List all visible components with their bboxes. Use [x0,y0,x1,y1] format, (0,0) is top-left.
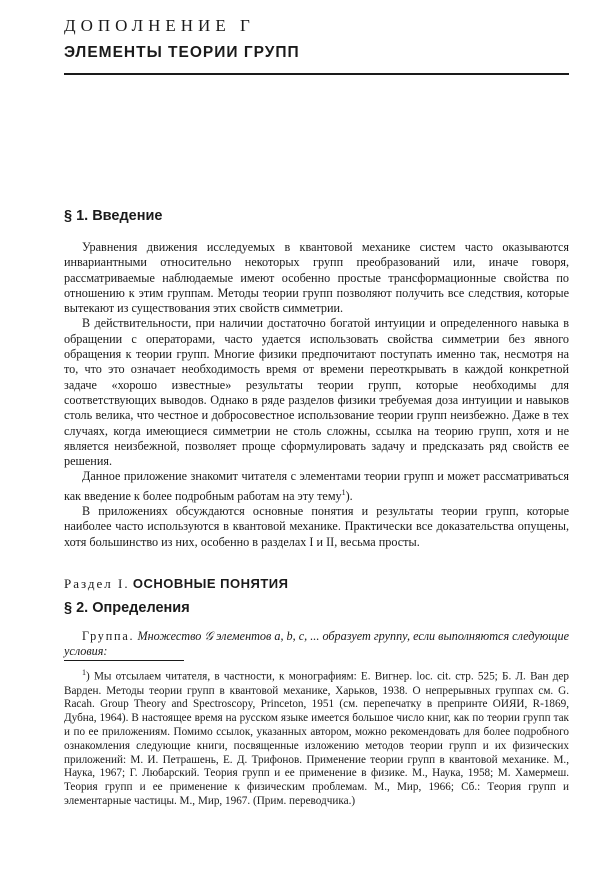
paragraph-2: В действительности, при наличии достаточно богатой интуиции и определенного навыка в обращении с операторами, часто удается использовать свойства симметрии без явного обращения к теории групп. Многие физики предпочитают поступать именно так, несмотря на то, что это означает необходимость время от времени переоткрывать в каждой конкретной задаче «хорошо известные» результаты теории групп, которые необходимы для соответствующих выводов. Однако в ряде разделов физики требуемая доза интуиции и навыков столь велика, что честное и добросовестное использование теории групп неизбежно. Даже в тех случаях, когда имеющиеся симметрии не столь сложны, ссылка на теорию групп, хотя и не является неизбежной, позволяет проще сформулировать задачу и предсказать ряд свойств ее решения. [64,316,569,469]
paragraph-3-text: Данное приложение знакомит читателя с элементами теории групп и может рассматриваться как введение к более подробным работам на эту тему [64,469,569,503]
part-label: Раздел I. [64,576,130,591]
section-2-title: § 2. Определения [64,600,190,616]
footnote-number: 1 [82,668,86,677]
paragraph-3-end: ). [345,488,353,503]
paragraph-3 [64,469,569,504]
paragraph-4: В приложениях обсуждаются основные понятия и результаты теории групп, которые наиболее часто используются в квантовой механике. Практически все доказательства опущены, хотя большинство из них, особенно в разделах I и II, весьма просты. [64,504,569,549]
part-1-heading [64,576,288,592]
footnote-rule [64,660,184,661]
paragraph-1: Уравнения движения исследуемых в квантовой механике систем часто оказываются инвариантными относительно некоторых групп преобразований или, иначе говоря, рассматриваемые наблюдаемые имеют особенно простые трансформационные свойства по отношению к этим группам. Методы теории групп позволяют получить все следствия, которые вытекают из существования этих свойств симметрии. [64,240,569,316]
header-rule [64,73,569,75]
section-1-body [64,240,569,550]
definition-term: Группа. [82,629,135,643]
group-definition [64,629,569,660]
footnote [64,666,569,809]
chapter-title: ЭЛЕМЕНТЫ ТЕОРИИ ГРУПП [64,44,300,61]
section-1-title: § 1. Введение [64,208,163,224]
footnote-ref: 1 [341,487,346,497]
appendix-heading: ДОПОЛНЕНИЕ Г [64,16,255,35]
definition-text: Множество 𝒢 элементов a, b, c, ... образует группу, если выполняются следующие условия: [64,629,570,659]
part-title: ОСНОВНЫЕ ПОНЯТИЯ [132,576,289,591]
footnote-text: ) Мы отсылаем читателя, в частности, к монографиям: Е. Вигнер. loc. cit. стр. 525; Б. Л. Ван дер Варден. Методы теории групп в квантовой механике, Харьков, 1938. О непрерывных группах см. G. Racah. Group Theory and Spectroscopy, Princeton, 1951 (см. перепечатку в препринте ОИЯИ, R-1869, Дубна, 1964). В настоящее время на русском языке имеется большое число книг, как по теории групп так и по ее приложениям. Помимо ссылок, указанных автором, можно рекомендовать для более подробного ознакомления следующие книги, посвященные изложению методов теории групп и их физических приложений: М. И. Петрашень, Е. Д. Трифонов. Применение теории групп в квантовой механике. М., Наука, 1967; Г. Любарский. Теория групп и ее применение в физике. М., Наука, 1958; М. Хамермеш. Теория групп и ее применение к физическим проблемам. М., Мир, 1966; Сб.: Теория групп и элементарные частицы. М., Мир, 1967. (Прим. переводчика.) [64,670,569,807]
